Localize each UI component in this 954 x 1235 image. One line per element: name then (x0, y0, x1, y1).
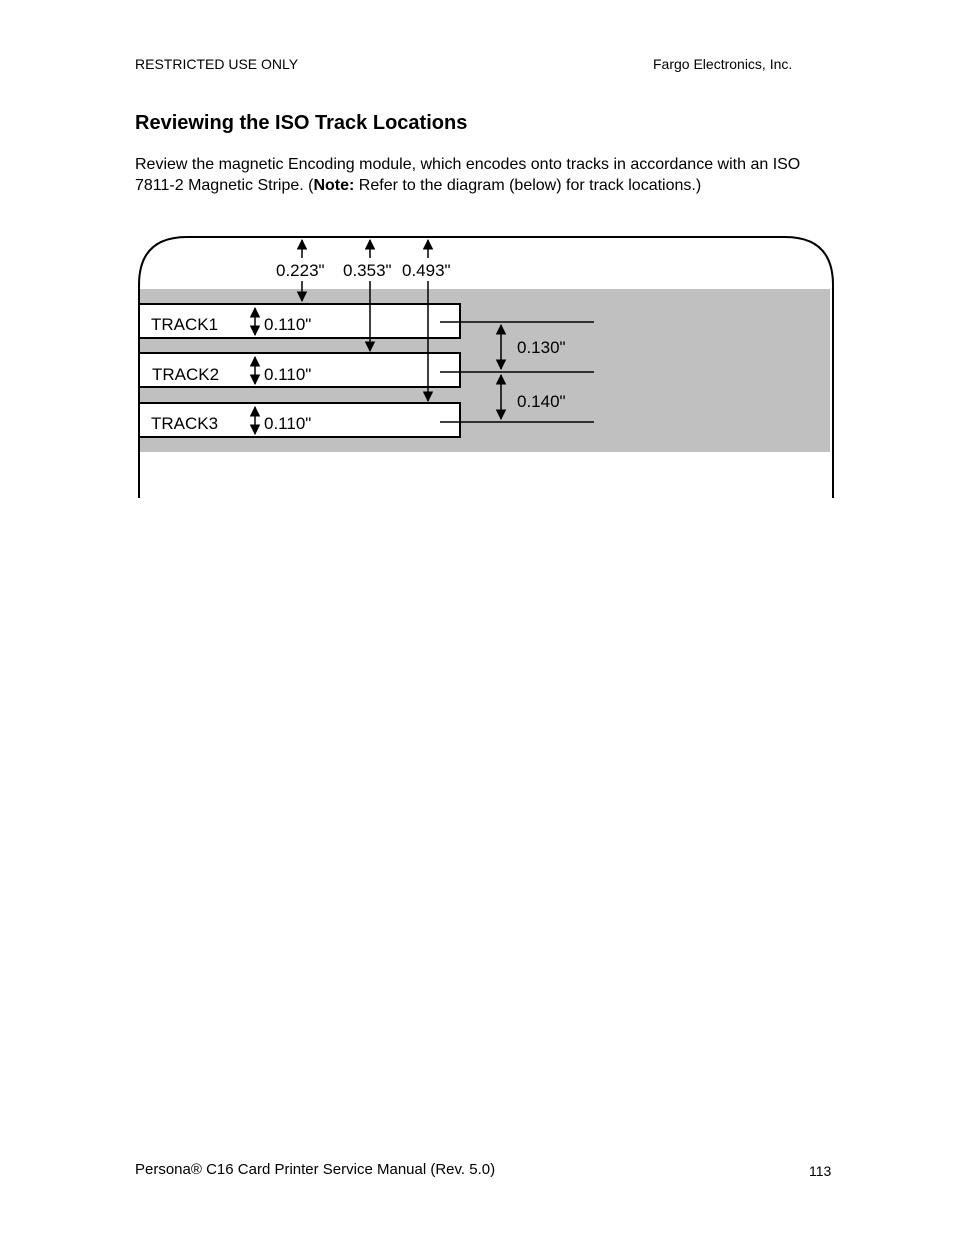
track2-label: TRACK2 (152, 365, 220, 384)
spacing-1-label: 0.130" (517, 338, 566, 357)
note-label: Note: (313, 177, 355, 194)
offset-3-label: 0.493" (402, 261, 451, 280)
track3-label: TRACK3 (151, 414, 219, 433)
paragraph-end: Refer to the diagram (below) for track locations.) (354, 177, 702, 194)
offset-2-label: 0.353" (343, 261, 392, 280)
track2-height: 0.110" (264, 365, 312, 384)
track1-label: TRACK1 (151, 315, 219, 334)
track3-height: 0.110" (264, 414, 312, 433)
offset-1-label: 0.223" (276, 261, 325, 280)
header-right: Fargo Electronics, Inc. (653, 56, 793, 72)
section-title: Reviewing the ISO Track Locations (135, 112, 468, 134)
spacing-2-label: 0.140" (517, 392, 566, 411)
footer-manual-title: Persona® C16 Card Printer Service Manual (Rev. 5.0) (135, 1161, 496, 1178)
header-left: RESTRICTED USE ONLY (135, 56, 299, 72)
paragraph-start: Review the magnetic Encoding module, which encodes onto tracks in accordance with an ISO 7811-2 Magnetic Stripe. ( (135, 156, 801, 194)
iso-track-diagram (0, 0, 954, 520)
track1-height: 0.110" (264, 315, 312, 334)
footer-page-number: 113 (809, 1163, 832, 1179)
